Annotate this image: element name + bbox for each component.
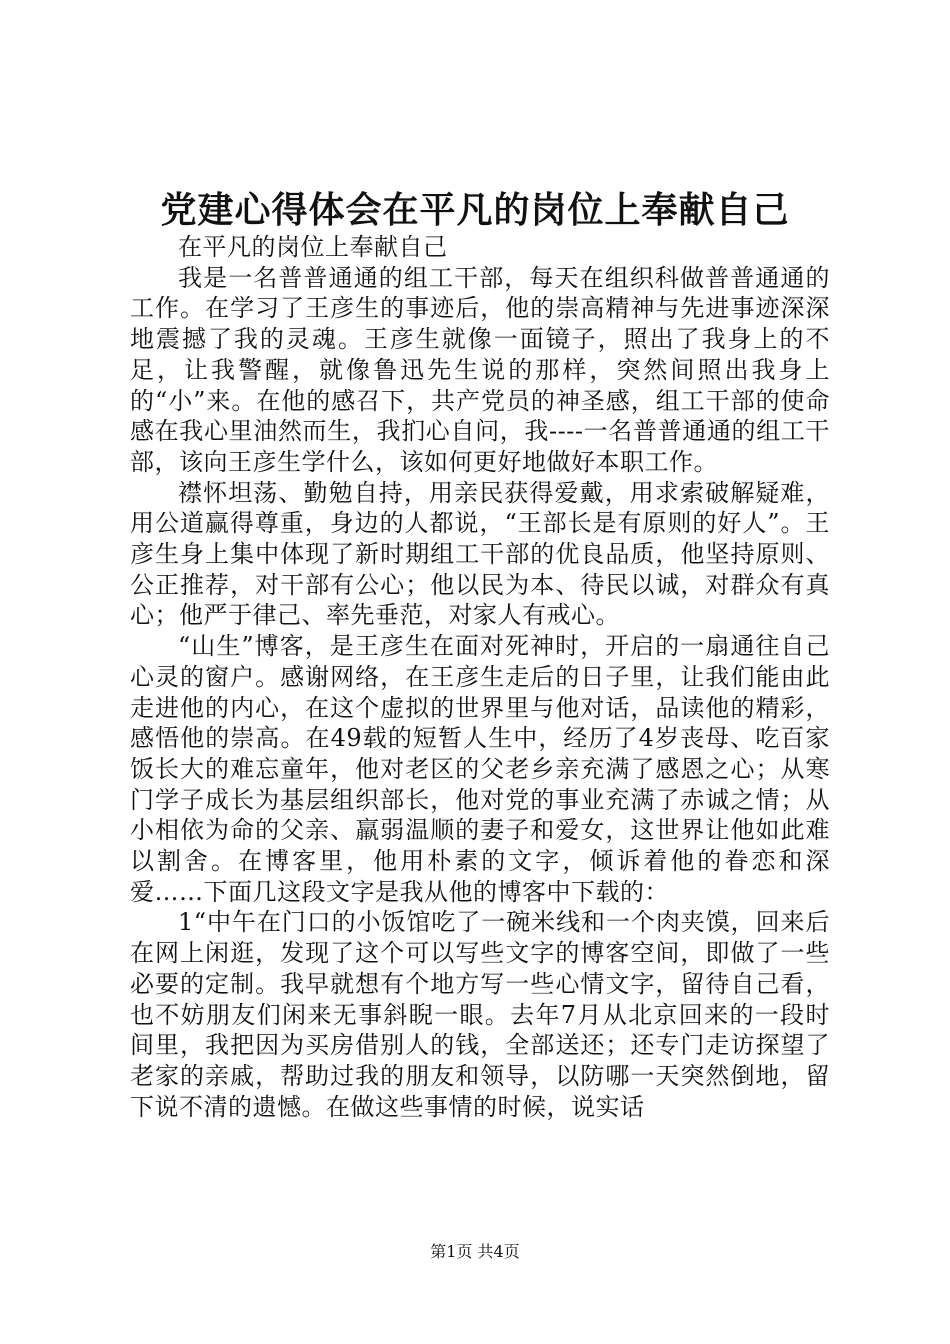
body-paragraph: 襟怀坦荡、勤勉自持，用亲民获得爱戴，用求索破解疑难，用公道赢得尊重，身边的人都说，“王部长是有原则的好人”。王彦生身上集中体现了新时期组工干部的优良品质，他坚持原则、公正推荐，对干部有公心；他以民为本、待民以诚，对群众有真心；他严于律己、率先垂范，对家人有戒心。 — [130, 478, 830, 630]
body-paragraph: 1“中午在门口的小饭馆吃了一碗米线和一个肉夹馍，回来后在网上闲逛，发现了这个可以写些文字的博客空间，即做了一些必要的定制。我早就想有个地方写一些心情文字，留待自己看，也不妨朋友们闲来无事斜睨一眼。去年7月从北京回来的一段时间里，我把因为买房借别人的钱，全部送还；还专门走访探望了老家的亲戚，帮助过我的朋友和领导，以防哪一天突然倒地，留下说不清的遗憾。在做这些事情的时候，说实话 — [130, 908, 830, 1121]
document-body — [130, 232, 830, 1122]
body-paragraph: 我是一名普普通通的组工干部，每天在组织科做普普通通的工作。在学习了王彦生的事迹后，他的崇高精神与先进事迹深深地震撼了我的灵魂。王彦生就像一面镜子，照出了我身上的不足，让我警醒，就像鲁迅先生说的那样，突然间照出我身上的“小”来。在他的感召下，共产党员的神圣感，组工干部的使命感在我心里油然而生，我扪心自问，我----一名普普通通的组工干部，该向王彦生学什么，该如何更好地做好本职工作。 — [130, 263, 830, 476]
page-number-footer: 第1页 共4页 — [430, 1242, 520, 1261]
body-paragraph: “山生”博客，是王彦生在面对死神时，开启的一扇通往自己心灵的窗户。感谢网络，在王彦生走后的日子里，让我们能由此走进他的内心，在这个虚拟的世界里与他对话，品读他的精彩，感悟他的崇高。在49载的短暂人生中，经历了4岁丧母、吃百家饭长大的难忘童年，他对老区的父老乡亲充满了感恩之心；从寒门学子成长为基层组织部长，他对党的事业充满了赤诚之情；从小相依为命的父亲、羸弱温顺的妻子和爱女，这世界让他如此难以割舍。在博客里，他用朴素的文字，倾诉着他的眷恋和深爱……下面几这段文字是我从他的博客中下载的： — [130, 632, 830, 906]
document-title: 党建心得体会在平凡的岗位上奉献自己 — [160, 189, 790, 231]
subtitle-paragraph: 在平凡的岗位上奉献自己 — [178, 233, 448, 261]
